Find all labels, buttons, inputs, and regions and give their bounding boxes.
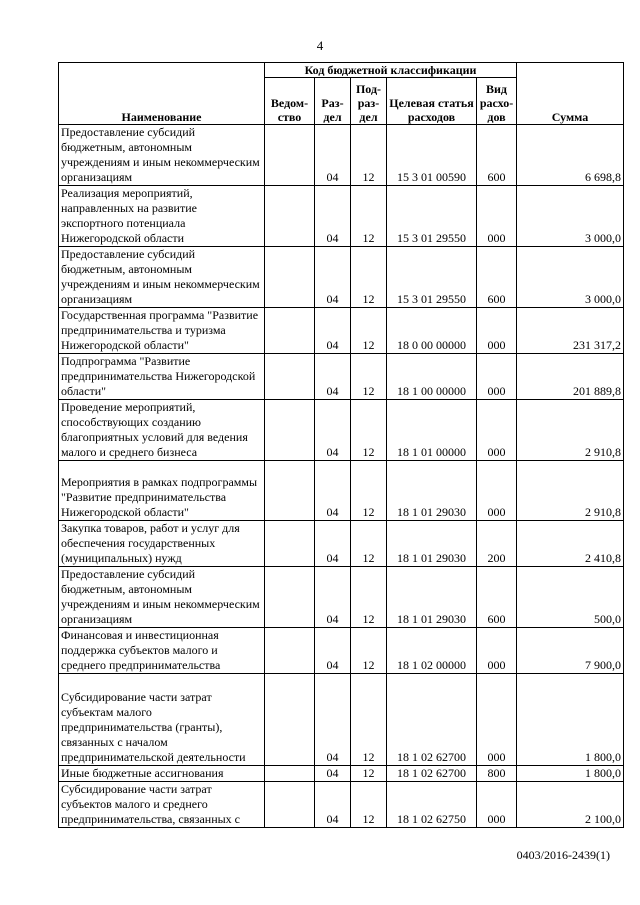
row-name: Мероприятия в рамках подпрограммы "Развитие предпринимательства Нижегородской области" bbox=[59, 461, 265, 521]
row-type: 600 bbox=[477, 567, 517, 628]
table-row bbox=[59, 628, 624, 674]
row-sum: 500,0 bbox=[517, 567, 624, 628]
table-row bbox=[59, 782, 624, 828]
row-name: Проведение мероприятий, способствующих созданию благоприятных условий для ведения малого и среднего бизнеса bbox=[59, 400, 265, 461]
table-body bbox=[59, 125, 624, 828]
row-target: 18 1 01 29030 bbox=[387, 461, 477, 521]
row-type: 000 bbox=[477, 186, 517, 247]
row-subsection: 12 bbox=[351, 308, 387, 354]
row-type: 000 bbox=[477, 308, 517, 354]
row-sum: 2 910,8 bbox=[517, 400, 624, 461]
row-dept bbox=[265, 674, 315, 766]
row-subsection: 12 bbox=[351, 521, 387, 567]
row-sum: 3 000,0 bbox=[517, 186, 624, 247]
row-sum: 2 100,0 bbox=[517, 782, 624, 828]
document-code: 0403/2016-2439(1) bbox=[516, 848, 610, 862]
row-section: 04 bbox=[315, 125, 351, 186]
row-dept bbox=[265, 400, 315, 461]
row-target: 18 1 01 00000 bbox=[387, 400, 477, 461]
row-name: Предоставление субсидий бюджетным, автономным учреждениям и иным некоммерческим организациям bbox=[59, 125, 265, 186]
header-target: Целевая статья расходов bbox=[387, 78, 477, 125]
row-target: 18 1 01 29030 bbox=[387, 521, 477, 567]
row-name: Предоставление субсидий бюджетным, автономным учреждениям и иным некоммерческим организациям bbox=[59, 567, 265, 628]
table-row bbox=[59, 247, 624, 308]
row-sum: 201 889,8 bbox=[517, 354, 624, 400]
page-number: 4 bbox=[316, 38, 324, 53]
row-subsection: 12 bbox=[351, 674, 387, 766]
row-subsection: 12 bbox=[351, 400, 387, 461]
table-row bbox=[59, 567, 624, 628]
row-target: 18 1 01 29030 bbox=[387, 567, 477, 628]
row-dept bbox=[265, 461, 315, 521]
row-section: 04 bbox=[315, 308, 351, 354]
row-section: 04 bbox=[315, 628, 351, 674]
row-sum: 7 900,0 bbox=[517, 628, 624, 674]
table-row bbox=[59, 674, 624, 766]
row-section: 04 bbox=[315, 400, 351, 461]
row-target: 18 0 00 00000 bbox=[387, 308, 477, 354]
row-dept bbox=[265, 782, 315, 828]
row-section: 04 bbox=[315, 766, 351, 782]
header-name: Наименование bbox=[59, 63, 265, 125]
row-target: 18 1 02 62700 bbox=[387, 674, 477, 766]
row-target: 15 3 01 29550 bbox=[387, 247, 477, 308]
header-dept: Ведом-ство bbox=[265, 78, 315, 125]
row-subsection: 12 bbox=[351, 461, 387, 521]
row-section: 04 bbox=[315, 247, 351, 308]
row-sum: 1 800,0 bbox=[517, 674, 624, 766]
row-dept bbox=[265, 521, 315, 567]
row-dept bbox=[265, 125, 315, 186]
row-section: 04 bbox=[315, 186, 351, 247]
row-subsection: 12 bbox=[351, 186, 387, 247]
row-dept bbox=[265, 186, 315, 247]
row-dept bbox=[265, 766, 315, 782]
row-name: Субсидирование части затрат субъектам малого предпринимательства (гранты), связанных с началом предпринимательской деятельности bbox=[59, 674, 265, 766]
row-subsection: 12 bbox=[351, 354, 387, 400]
row-target: 18 1 02 62700 bbox=[387, 766, 477, 782]
header-classification-group: Код бюджетной классификации bbox=[265, 63, 517, 78]
row-type: 000 bbox=[477, 354, 517, 400]
row-section: 04 bbox=[315, 674, 351, 766]
row-target: 18 1 00 00000 bbox=[387, 354, 477, 400]
row-name: Субсидирование части затрат субъектов малого и среднего предпринимательства, связанных с bbox=[59, 782, 265, 828]
row-subsection: 12 bbox=[351, 766, 387, 782]
row-section: 04 bbox=[315, 461, 351, 521]
row-dept bbox=[265, 247, 315, 308]
row-type: 200 bbox=[477, 521, 517, 567]
table-row bbox=[59, 308, 624, 354]
row-dept bbox=[265, 567, 315, 628]
row-target: 15 3 01 00590 bbox=[387, 125, 477, 186]
header-subsection: Под-раз-дел bbox=[351, 78, 387, 125]
row-sum: 3 000,0 bbox=[517, 247, 624, 308]
row-subsection: 12 bbox=[351, 247, 387, 308]
header-type: Вид расхо-дов bbox=[477, 78, 517, 125]
row-sum: 1 800,0 bbox=[517, 766, 624, 782]
row-type: 000 bbox=[477, 628, 517, 674]
row-subsection: 12 bbox=[351, 125, 387, 186]
row-type: 600 bbox=[477, 247, 517, 308]
header-sum: Сумма bbox=[517, 63, 624, 125]
row-subsection: 12 bbox=[351, 782, 387, 828]
row-name: Государственная программа "Развитие предпринимательства и туризма Нижегородской области" bbox=[59, 308, 265, 354]
row-section: 04 bbox=[315, 567, 351, 628]
row-target: 18 1 02 62750 bbox=[387, 782, 477, 828]
row-sum: 231 317,2 bbox=[517, 308, 624, 354]
row-subsection: 12 bbox=[351, 567, 387, 628]
row-name: Подпрограмма "Развитие предпринимательства Нижегородской области" bbox=[59, 354, 265, 400]
header-section: Раз-дел bbox=[315, 78, 351, 125]
row-target: 15 3 01 29550 bbox=[387, 186, 477, 247]
row-type: 000 bbox=[477, 400, 517, 461]
row-type: 000 bbox=[477, 674, 517, 766]
row-section: 04 bbox=[315, 782, 351, 828]
row-name: Финансовая и инвестиционная поддержка субъектов малого и среднего предпринимательства bbox=[59, 628, 265, 674]
row-name: Иные бюджетные ассигнования bbox=[59, 766, 265, 782]
row-subsection: 12 bbox=[351, 628, 387, 674]
row-sum: 2 910,8 bbox=[517, 461, 624, 521]
table-row bbox=[59, 461, 624, 521]
table-row bbox=[59, 400, 624, 461]
row-dept bbox=[265, 308, 315, 354]
row-name: Предоставление субсидий бюджетным, автономным учреждениям и иным некоммерческим организациям bbox=[59, 247, 265, 308]
row-type: 000 bbox=[477, 461, 517, 521]
budget-table bbox=[58, 62, 624, 828]
row-name: Закупка товаров, работ и услуг для обеспечения государственных (муниципальных) нужд bbox=[59, 521, 265, 567]
row-section: 04 bbox=[315, 521, 351, 567]
row-section: 04 bbox=[315, 354, 351, 400]
table-header bbox=[59, 63, 624, 125]
row-name: Реализация мероприятий, направленных на развитие экспортного потенциала Нижегородской области bbox=[59, 186, 265, 247]
row-target: 18 1 02 00000 bbox=[387, 628, 477, 674]
row-dept bbox=[265, 354, 315, 400]
row-type: 600 bbox=[477, 125, 517, 186]
row-sum: 6 698,8 bbox=[517, 125, 624, 186]
table-row bbox=[59, 521, 624, 567]
row-type: 000 bbox=[477, 782, 517, 828]
table-row bbox=[59, 186, 624, 247]
table-row bbox=[59, 125, 624, 186]
table-row bbox=[59, 766, 624, 782]
row-type: 800 bbox=[477, 766, 517, 782]
table-row bbox=[59, 354, 624, 400]
row-dept bbox=[265, 628, 315, 674]
row-sum: 2 410,8 bbox=[517, 521, 624, 567]
